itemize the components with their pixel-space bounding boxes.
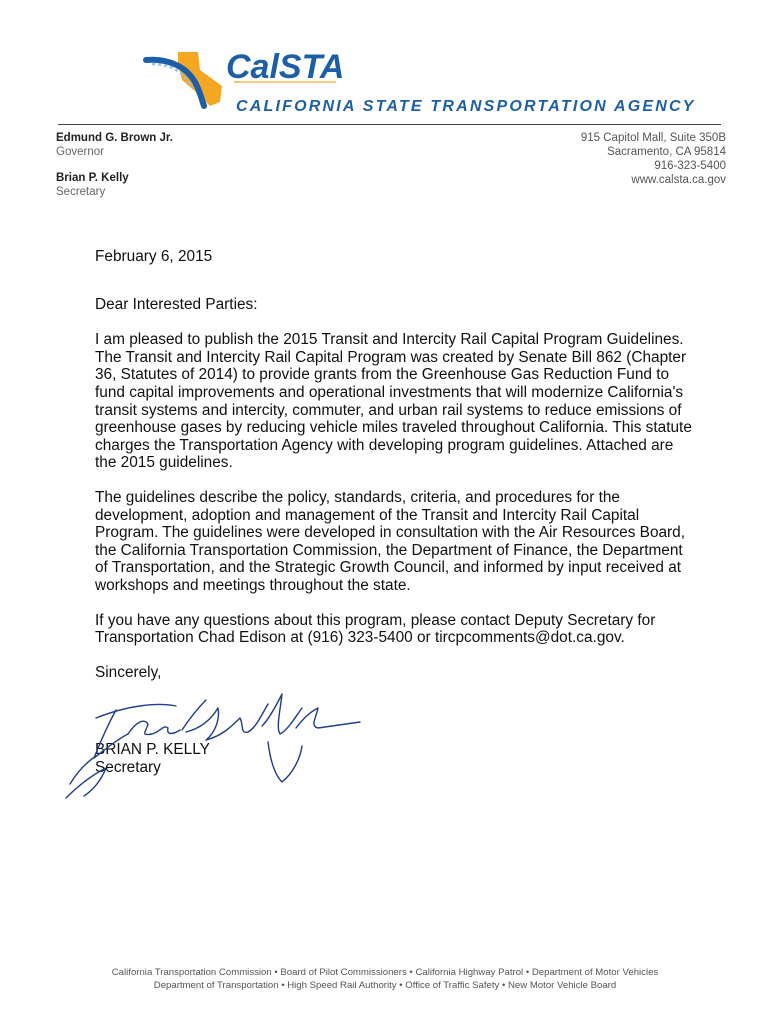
letter-body — [95, 248, 695, 776]
calsta-logo — [140, 44, 696, 124]
governor-name: Edmund G. Brown Jr. — [56, 132, 173, 144]
signer-name: BRIAN P. KELLY — [95, 741, 210, 759]
signer-title: Secretary — [95, 758, 161, 776]
paragraph-2: The guidelines describe the policy, standards, criteria, and procedures for the development, adoption and management of the Transit and Intercity Rail Capital Program. The guidelines were developed in consultation with the Air Resources Board, the California Transportation Commission, the Department of Finance, the Department of Transportation, and the Strategic Growth Council, and informed by input received at workshops and meetings throughout the state. — [95, 488, 686, 594]
website-link[interactable]: www.calsta.ca.gov — [631, 174, 726, 186]
phone-number: 916-323-5400 — [654, 160, 726, 172]
contact-block — [581, 131, 726, 187]
letter-date: February 6, 2015 — [95, 248, 213, 265]
address-line-1: 915 Capitol Mall, Suite 350B — [580, 132, 726, 144]
closing: Sincerely, — [95, 663, 162, 681]
agency-name: CALIFORNIA STATE TRANSPORTATION AGENCY — [236, 98, 696, 115]
governor-title: Governor — [56, 146, 104, 158]
salutation: Dear Interested Parties: — [95, 295, 258, 313]
header-divider — [58, 124, 721, 125]
officials-block — [56, 131, 173, 211]
secretary-name: Brian P. Kelly — [56, 172, 129, 184]
footer — [0, 967, 770, 992]
secretary-title: Secretary — [56, 186, 106, 198]
paragraph-1: I am pleased to publish the 2015 Transit and Intercity Rail Capital Program Guidelines. The Transit and Intercity Rail Capital Program was created by Senate Bill 862 (Chapter 36, Statutes of 2014) to provide grants from the Greenhouse Gas Reduction Fund to fund capital improvements and operational investments that will modernize California's transit systems and intercity, commuter, and urban rail systems to reduce emissions of greenhouse gases by reducing vehicle miles traveled throughout California. This statute charges the Transportation Agency with developing program guidelines. Attached are the 2015 guidelines. — [95, 331, 692, 472]
svg-text:CalSTA: CalSTA — [226, 48, 345, 86]
paragraph-3: If you have any questions about this program, please contact Deputy Secretary for Transportation Chad Edison at (916) 323-5400 or tircpcomments@dot.ca.gov. — [95, 611, 656, 647]
address-line-2: Sacramento, CA 95814 — [607, 146, 726, 158]
footer-line-1: California Transportation Commission • Board of Pilot Commissioners • California Highway Patrol • Department of Motor Vehicles — [111, 967, 659, 978]
footer-line-2: Department of Transportation • High Speed Rail Authority • Office of Traffic Safety • New Motor Vehicle Board — [153, 979, 617, 991]
